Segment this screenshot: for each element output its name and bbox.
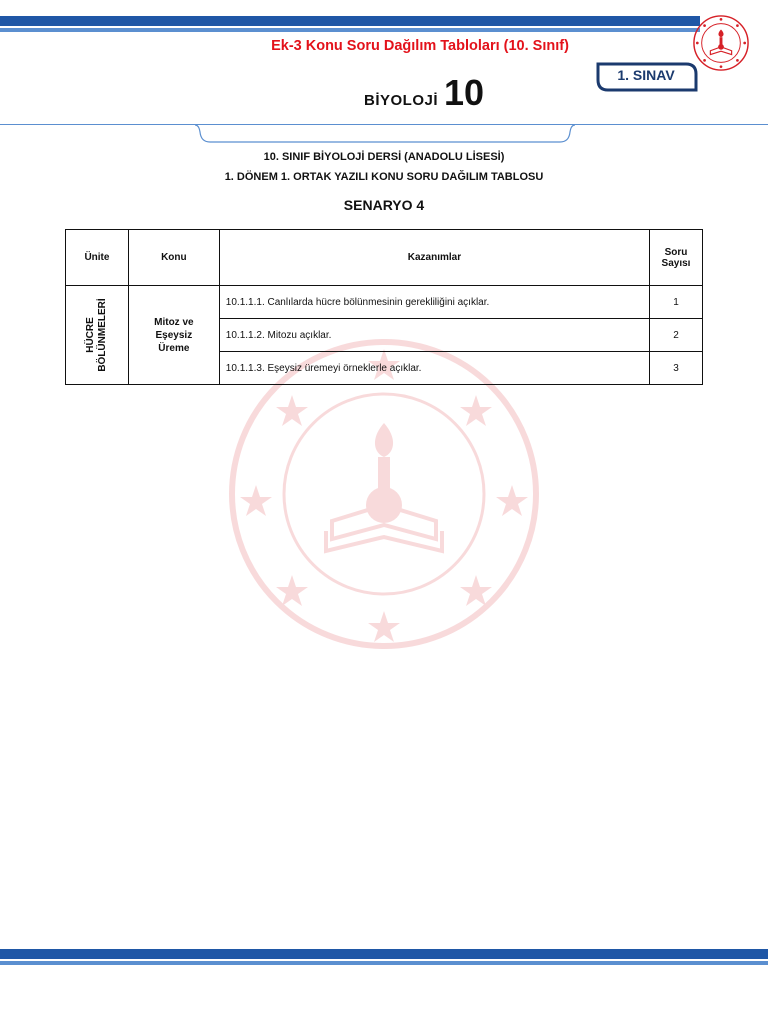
subject-grade: 10 [444,72,485,113]
column-header-soru-sayisi [650,230,703,286]
exam-tab-label: 1. SINAV [617,67,675,83]
unite-label-line2: BÖLÜNMELERİ [96,298,108,372]
bottom-blue-bar [0,949,768,959]
soru-sayisi-cell: 3 [650,352,703,385]
header-bracket [194,124,576,144]
table-row [66,286,703,319]
document-heading: 10. SINIF BİYOLOJİ DERSİ (ANADOLU LİSESİ) [263,151,505,163]
column-header-soru-line1: Soru [664,246,688,258]
kazanim-cell: 10.1.1.1. Canlılarda hücre bölünmesinin gerekliliğini açıklar. [219,286,649,319]
scenario-title: SENARYO 4 [343,197,425,213]
top-blue-bar [0,16,700,26]
topic-distribution-table [65,229,703,385]
kazanim-cell: 10.1.1.2. Mitozu açıklar. [219,319,649,352]
column-header-konu: Konu [128,230,219,286]
exam-tab [596,62,700,92]
konu-line: Eşeysiz [155,329,193,341]
unite-label-line1: HÜCRE [84,317,96,353]
ek-title: Ek-3 Konu Soru Dağılım Tabloları (10. Sınıf) [271,38,569,54]
subject-title [364,72,484,112]
meb-logo-icon [692,14,750,72]
top-blue-line [0,28,700,32]
konu-cell [128,286,219,385]
konu-line: Mitoz ve [154,316,194,328]
column-header-soru-line2: Sayısı [661,257,691,269]
soru-sayisi-cell: 1 [650,286,703,319]
konu-line: Üreme [158,342,190,354]
bottom-blue-line [0,961,768,965]
table-header-row [66,230,703,286]
document-subheading: 1. DÖNEM 1. ORTAK YAZILI KONU SORU DAĞILIM TABLOSU [224,171,544,183]
column-header-kazanimlar: Kazanımlar [219,230,649,286]
soru-sayisi-cell: 2 [650,319,703,352]
subject-name: BİYOLOJİ [364,92,439,109]
unite-cell [66,286,129,385]
unite-vertical-label [85,298,109,371]
column-header-unite: Ünite [66,230,129,286]
kazanim-cell: 10.1.1.3. Eşeysiz üremeyi örneklerle açıklar. [219,352,649,385]
